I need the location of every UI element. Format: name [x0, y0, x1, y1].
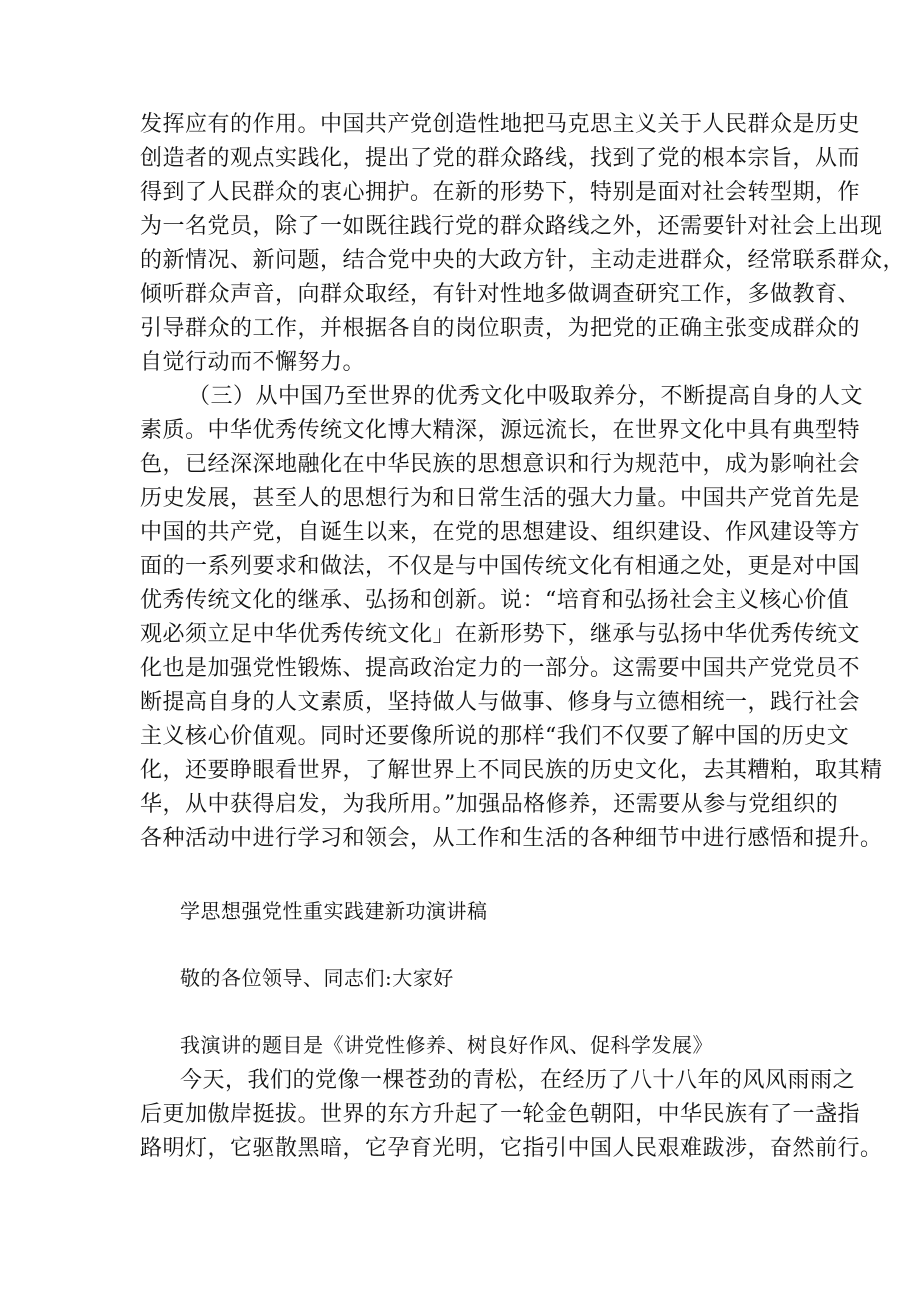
text-line: 华，从中获得启发，为我所用。”加强品格修养，还需要从参与党组织的	[140, 792, 839, 817]
text-line: 断提高自身的人文素质，坚持做人与做事、修身与立德相统一，践行社会	[140, 690, 861, 715]
text-line: 自觉行动而不懈努力。	[140, 350, 366, 375]
text-line: 倾听群众声音，向群众取经，有针对性地多做调查研究工作，多做教育、	[140, 282, 861, 307]
body-paragraph-mass-line	[140, 108, 906, 380]
text-line: 色，已经深深地融化在中华民族的思想意识和行为规范中，成为影响社会	[140, 452, 861, 477]
speech-topic: 我演讲的题目是《讲党性修养、树良好作风、促科学发展》	[180, 1033, 713, 1057]
text-line: 化，还要睁眼看世界，了解世界上不同民族的历史文化，去其糟粕，取其精	[140, 758, 883, 783]
text-line: 发挥应有的作用。中国共产党创造性地把马克思主义关于人民群众是历史	[140, 112, 861, 137]
speech-greeting: 敬的各位领导、同志们:大家好	[180, 966, 454, 990]
text-line: 为一名党员，除了一如既往践行党的群众路线之外，还需要针对社会上出现	[140, 214, 883, 239]
text-line: 主义核心价值观。同时还要像所说的那样“我们不仅要了解中国的历史文	[140, 724, 850, 749]
text-line: 化也是加强党性锻炼、提高政治定力的一部分。这需要中国共产党党员不	[140, 656, 861, 681]
text-line: 创造者的观点实践化，提出了党的群众路线，找到了党的根本宗旨，从而	[140, 146, 861, 171]
text-line: 后更加傲岸挺拔。世界的东方升起了一轮金色朝阳，中华民族有了一盏指	[140, 1102, 861, 1127]
text-line: 优秀传统文化的继承、弘扬和创新。说：“培育和弘扬社会主义核心价值	[140, 588, 850, 613]
text-line: 素质。中华优秀传统文化博大精深，源远流长，在世界文化中具有典型特	[140, 418, 861, 443]
text-line: 中国的共产党，自诞生以来，在党的思想建设、组织建设、作风建设等方	[140, 520, 861, 545]
text-line: 各种活动中进行学习和领会，从工作和生活的各种细节中进行感悟和提升。	[140, 826, 883, 851]
text-line: 路明灯，它驱散黑暗，它孕育光明，它指引中国人民艰难跋涉，奋然前行。	[140, 1136, 883, 1161]
text-line: 面的一系列要求和做法，不仅是与中国传统文化有相通之处，更是对中国	[140, 554, 861, 579]
speech-title: 学思想强党性重实践建新功演讲稿	[180, 899, 488, 923]
text-line: 今天，我们的党像一棵苍劲的青松，在经历了八十八年的风风雨雨之	[180, 1068, 856, 1093]
text-line: 的新情况、新问题，结合党中央的大政方针，主动走进群众，经常联系群众，	[140, 248, 906, 273]
body-paragraph-speech-opening	[140, 1064, 883, 1166]
text-line: 历史发展，甚至人的思想行为和日常生活的强大力量。中国共产党首先是	[140, 486, 861, 511]
text-line: 得到了人民群众的衷心拥护。在新的形势下，特别是面对社会转型期，作	[140, 180, 861, 205]
text-line: （三）从中国乃至世界的优秀文化中吸取养分，不断提高自身的人文	[188, 384, 864, 409]
text-line: 观必须立足中华优秀传统文化」在新形势下，继承与弘扬中华优秀传统文	[140, 622, 861, 647]
text-line: 引导群众的工作，并根据各自的岗位职责，为把党的正确主张变成群众的	[140, 316, 861, 341]
body-paragraph-culture	[140, 380, 883, 856]
